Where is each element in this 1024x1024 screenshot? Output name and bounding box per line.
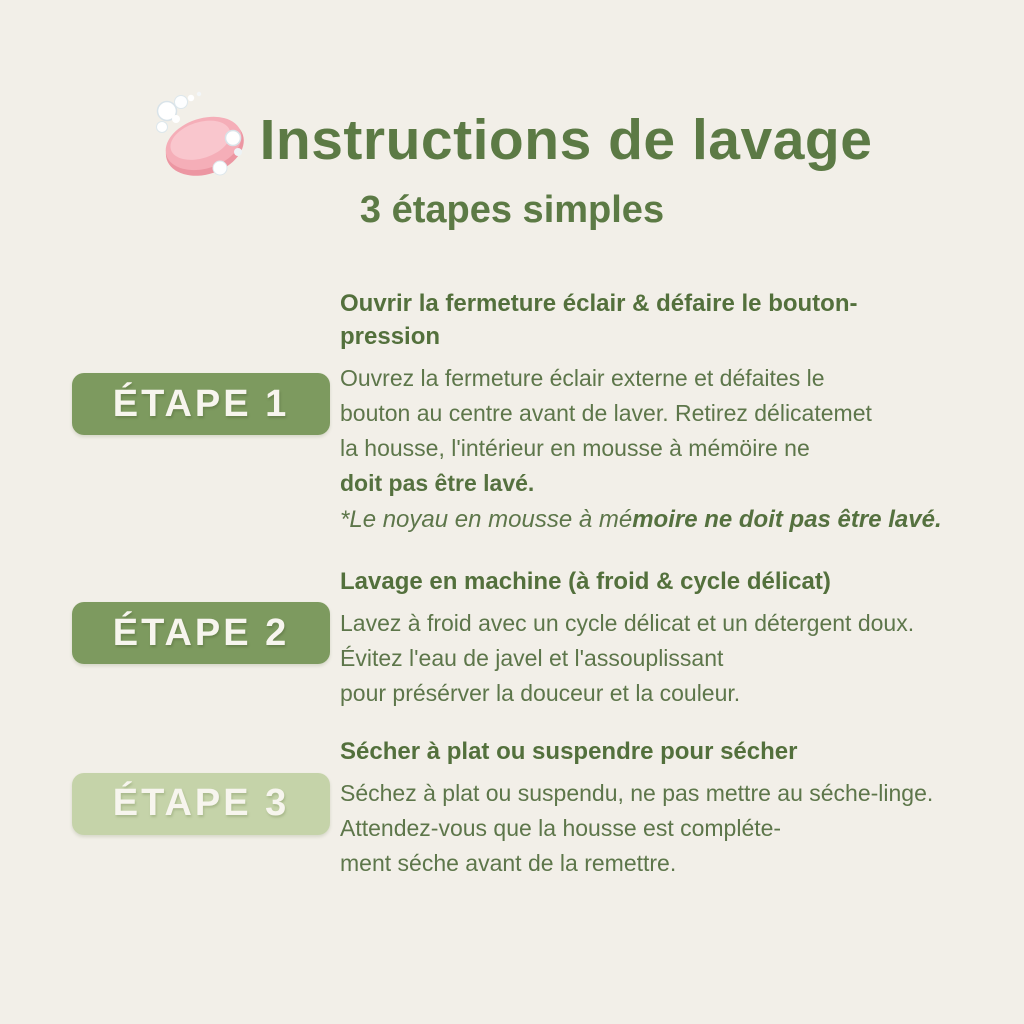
- body-line-bold: doit pas être lavé.: [340, 470, 535, 496]
- step-2-content: [340, 565, 1002, 711]
- page-title: Instructions de lavage: [259, 108, 873, 172]
- body-line: Lavez à froid avec un cycle délicat et un détergent doux.: [340, 610, 915, 636]
- body-line: la housse, l'intérieur en mousse à mémöire ne: [340, 435, 810, 461]
- body-line: Attendez-vous que la housse est compléte-: [340, 815, 782, 841]
- step-1-body: [340, 361, 1002, 501]
- step-1-heading: [340, 287, 1002, 353]
- step-heading-line: Lavage en machine (à froid & cycle délicat): [340, 568, 831, 595]
- step-3-content: [340, 735, 1002, 881]
- step-2-body: [340, 606, 1002, 711]
- steps-list: [72, 287, 1002, 881]
- body-line: pour présérver la douceur et la couleur.: [340, 680, 741, 706]
- step-1-row: [72, 287, 1002, 537]
- step-heading-line: Ouvrir la fermeture éclair & défaire le bouton-: [340, 290, 858, 317]
- step-2-row: [72, 565, 1002, 711]
- body-line: Séchez à plat ou suspendu, ne pas mettre au séche-linge.: [340, 780, 934, 806]
- body-line: bouton au centre avant de laver. Retirez délicatemet: [340, 400, 872, 426]
- step-3-heading: [340, 735, 1002, 768]
- step-heading-line: Sécher à plat ou suspendre pour sécher: [340, 738, 798, 765]
- header: [0, 90, 1024, 230]
- step-2-badge: ÉTAPE 2: [72, 602, 330, 664]
- step-3-badge: ÉTAPE 3: [72, 773, 330, 835]
- step-1-badge: ÉTAPE 1: [72, 373, 330, 435]
- body-line: ment séche avant de la remettre.: [340, 850, 677, 876]
- note-bold-text: moire ne doit pas être lavé.: [632, 506, 942, 533]
- step-heading-line: pression: [340, 323, 441, 350]
- step-3-row: [72, 735, 1002, 881]
- step-2-heading: [340, 565, 1002, 598]
- step-1-note: [340, 503, 1002, 537]
- body-line: Évitez l'eau de javel et l'assouplissant: [340, 645, 724, 671]
- step-3-body: [340, 776, 1002, 881]
- body-line: Ouvrez la fermeture éclair externe et défaites le: [340, 365, 825, 391]
- step-1-content: [340, 287, 1002, 537]
- note-regular-text: *Le noyau en mousse à mé: [340, 506, 633, 533]
- title-row: [0, 90, 1024, 190]
- page-subtitle: 3 étapes simples: [359, 189, 665, 231]
- soap-icon: [152, 90, 252, 190]
